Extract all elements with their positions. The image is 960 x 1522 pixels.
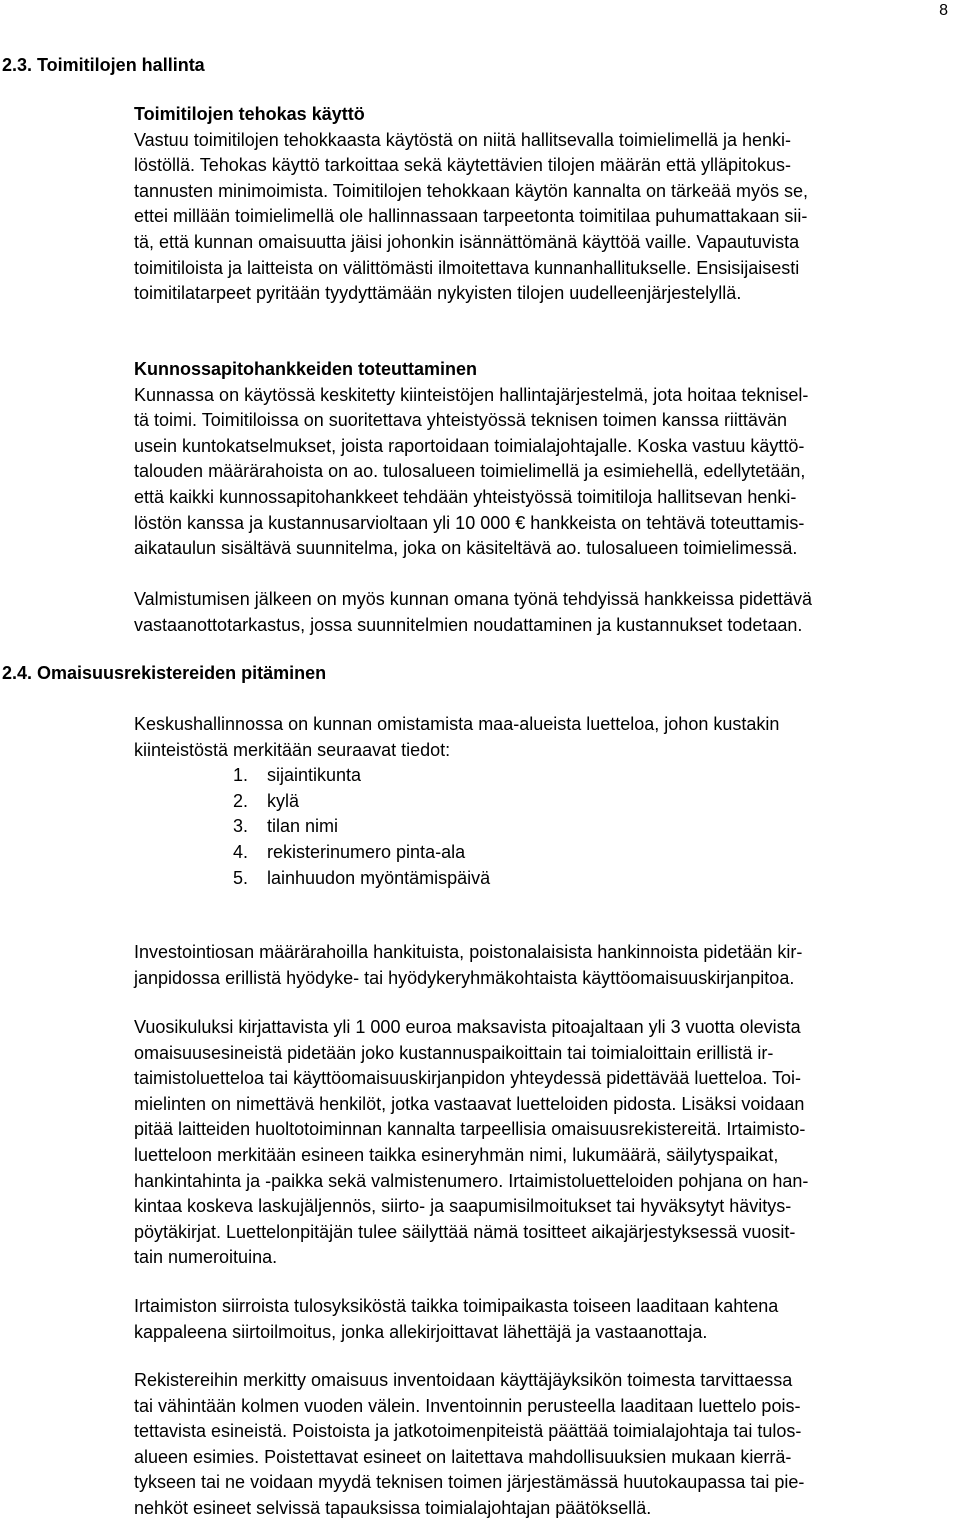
paragraph-intro <box>134 712 958 891</box>
list-text: sijaintikunta <box>267 765 362 786</box>
list-number: 2. <box>233 790 249 811</box>
text-line: pitää laitteiden huoltotoiminnan kannalta tarpeellisia omaisuusrekistereitä. Irtaimisto- <box>134 1119 806 1140</box>
subsection-kunnossapito <box>134 357 958 562</box>
text-line: Irtaimiston siirroista tulosyksiköstä taikka toimipaikasta toiseen laaditaan kahtena <box>134 1296 779 1316</box>
subsection-title: Toimitilojen tehokas käyttö <box>134 104 365 124</box>
text-line: kintaa koskeva laskujäljennös, siirto- ja saapumisilmoitukset tai hyväksytyt hävitys- <box>134 1196 792 1217</box>
text-line: janpidossa erillistä hyödyke- tai hyödykeryhmäkohtaista käyttöomaisuuskirjanpitoa. <box>134 967 795 988</box>
text-line: talouden määrärahoista on ao. tulosalueen toimielimellä ja esimiehellä, edellytetään, <box>134 461 806 482</box>
text-line: mielinten on nimettävä henkilöt, jotka vastaavat luetteloiden pidosta. Lisäksi voidaan <box>134 1093 805 1114</box>
list-item <box>134 866 958 892</box>
list-number: 1. <box>233 765 249 786</box>
text-line: toimitiloista ja laitteista on välittömästi ilmoitettava kunnanhallitukselle. Ensisijaisesti <box>134 257 800 278</box>
list-text: lainhuudon myöntämispäivä <box>267 867 491 888</box>
text-line: Vastuu toimitilojen tehokkaasta käytöstä on niitä hallitsevalla toimielimellä ja henki- <box>134 129 791 150</box>
paragraph-investointiosa <box>134 940 958 991</box>
text-line: omaisuusesineistä pidetään joko kustannuspaikoittain tai toimialoittain erillistä ir- <box>134 1042 774 1063</box>
paragraph-valmistuminen <box>134 587 958 638</box>
text-line: hankintahinta ja -paikka sekä valmistenumero. Irtaimistoluetteloiden pohjana on han- <box>134 1170 809 1191</box>
text-line: löstön kanssa ja kustannusarvioltaan yli 10 000 € hankkeista on tehtävä toteuttamis- <box>134 512 805 533</box>
subsection-title: Kunnossapitohankkeiden toteuttaminen <box>134 359 478 379</box>
subsection-tehokas-kaytto <box>134 102 958 307</box>
paragraph-vuosikuluksi <box>134 1015 958 1271</box>
list-item <box>134 763 958 789</box>
text-line: pöytäkirjat. Luettelonpitäjän tulee säilyttää nämä tositteet aikajärjestyksessä vuosit- <box>134 1221 796 1242</box>
text-line: toimitilatarpeet pyritään tyydyttämään nykyisten tilojen uudelleenjärjestelyllä. <box>134 283 742 304</box>
text-line: Keskushallinnossa on kunnan omistamista maa-alueista luetteloa, johon kustakin <box>134 714 780 734</box>
text-line: tain numeroituina. <box>134 1247 278 1268</box>
list-number: 5. <box>233 867 249 888</box>
text-line: ettei millään toimielimellä ole hallinnassaan tarpeetonta toimitilaa puhumattakaan sii- <box>134 206 808 227</box>
text-line: että kaikki kunnossapitohankkeet tehdään yhteistyössä toimitiloja hallitsevan henki- <box>134 486 797 507</box>
paragraph-irtaimiston-siirrot <box>134 1294 958 1345</box>
list-text: rekisterinumero pinta-ala <box>267 841 466 862</box>
list-item <box>134 840 958 866</box>
text-line: vastaanottotarkastus, jossa suunnitelmien noudattaminen ja kustannukset todetaan. <box>134 614 803 635</box>
text-line: löstöllä. Tehokas käyttö tarkoittaa sekä käytettävien tilojen määrän että ylläpitokus- <box>134 155 792 176</box>
page-number: 8 <box>939 2 948 19</box>
text-line: tettavista esineistä. Poistoista ja jatkotoimenpiteistä päättää toimialajohtaja tai tulos- <box>134 1421 802 1442</box>
text-line: tä toimi. Toimitiloissa on suoritettava yhteistyössä teknisen toimen kanssa riittävän <box>134 410 787 431</box>
list-text: tilan nimi <box>267 816 339 837</box>
text-line: alueen esimies. Poistettavat esineet on laitettava mahdollisuuksien mukaan kierrä- <box>134 1446 792 1467</box>
text-line: Kunnassa on käytössä keskitetty kiinteistöjen hallintajärjestelmä, jota hoitaa teknisel- <box>134 384 809 405</box>
text-line: Rekistereihin merkitty omaisuus inventoidaan käyttäjäyksikön toimesta tarvittaessa <box>134 1370 793 1390</box>
list-number: 4. <box>233 841 249 862</box>
text-line: Investointiosan määrärahoilla hankituista, poistonalaisista hankinnoista pidetään kir- <box>134 942 803 962</box>
text-line: kappaleena siirtoilmoitus, jonka allekirjoittavat lähettäjä ja vastaanottaja. <box>134 1321 708 1342</box>
text-line: tykseen tai ne voidaan myydä teknisen toimen järjestämässä huutokaupassa tai pie- <box>134 1472 805 1493</box>
text-line: tai vähintään kolmen vuoden välein. Inventoinnin perusteella laaditaan luettelo pois- <box>134 1395 801 1416</box>
text-line: taimistoluetteloa tai käyttöomaisuuskirjanpidon yhteydessä pidettävää luetteloa. Toi- <box>134 1068 802 1089</box>
text-line: tannusten minimoimista. Toimitilojen tehokkaan käytön kannalta on tärkeää myös se, <box>134 180 809 201</box>
list-text: kylä <box>267 790 300 811</box>
section-heading-2-4: 2.4. Omaisuusrekistereiden pitäminen <box>2 663 327 683</box>
text-line: Vuosikuluksi kirjattavista yli 1 000 euroa maksavista pitoajaltaan yli 3 vuotta olevista <box>134 1017 801 1037</box>
text-line: luetteloon merkitään esineen taikka esineryhmän nimi, lukumäärä, säilytyspaikat, <box>134 1144 779 1165</box>
list-item <box>134 814 958 840</box>
text-line: nehköt esineet selvissä tapauksissa toimialajohtajan päätöksellä. <box>134 1497 652 1518</box>
list-number: 3. <box>233 816 249 837</box>
text-line: aikataulun sisältävä suunnitelma, joka on käsiteltävä ao. tulosalueen toimielimessä. <box>134 538 798 559</box>
text-line: Valmistumisen jälkeen on myös kunnan omana työnä tehdyissä hankkeissa pidettävä <box>134 589 813 609</box>
section-heading-2-3: 2.3. Toimitilojen hallinta <box>2 55 205 75</box>
paragraph-inventointi <box>134 1368 958 1522</box>
list-item <box>134 789 958 815</box>
text-line: usein kuntokatselmukset, joista raportoidaan toimialajohtajalle. Koska vastuu käyttö- <box>134 435 805 456</box>
text-line: kiinteistöstä merkitään seuraavat tiedot: <box>134 739 451 760</box>
text-line: tä, että kunnan omaisuutta jäisi johonkin isännättömänä käyttöä vaille. Vapautuvista <box>134 231 800 252</box>
